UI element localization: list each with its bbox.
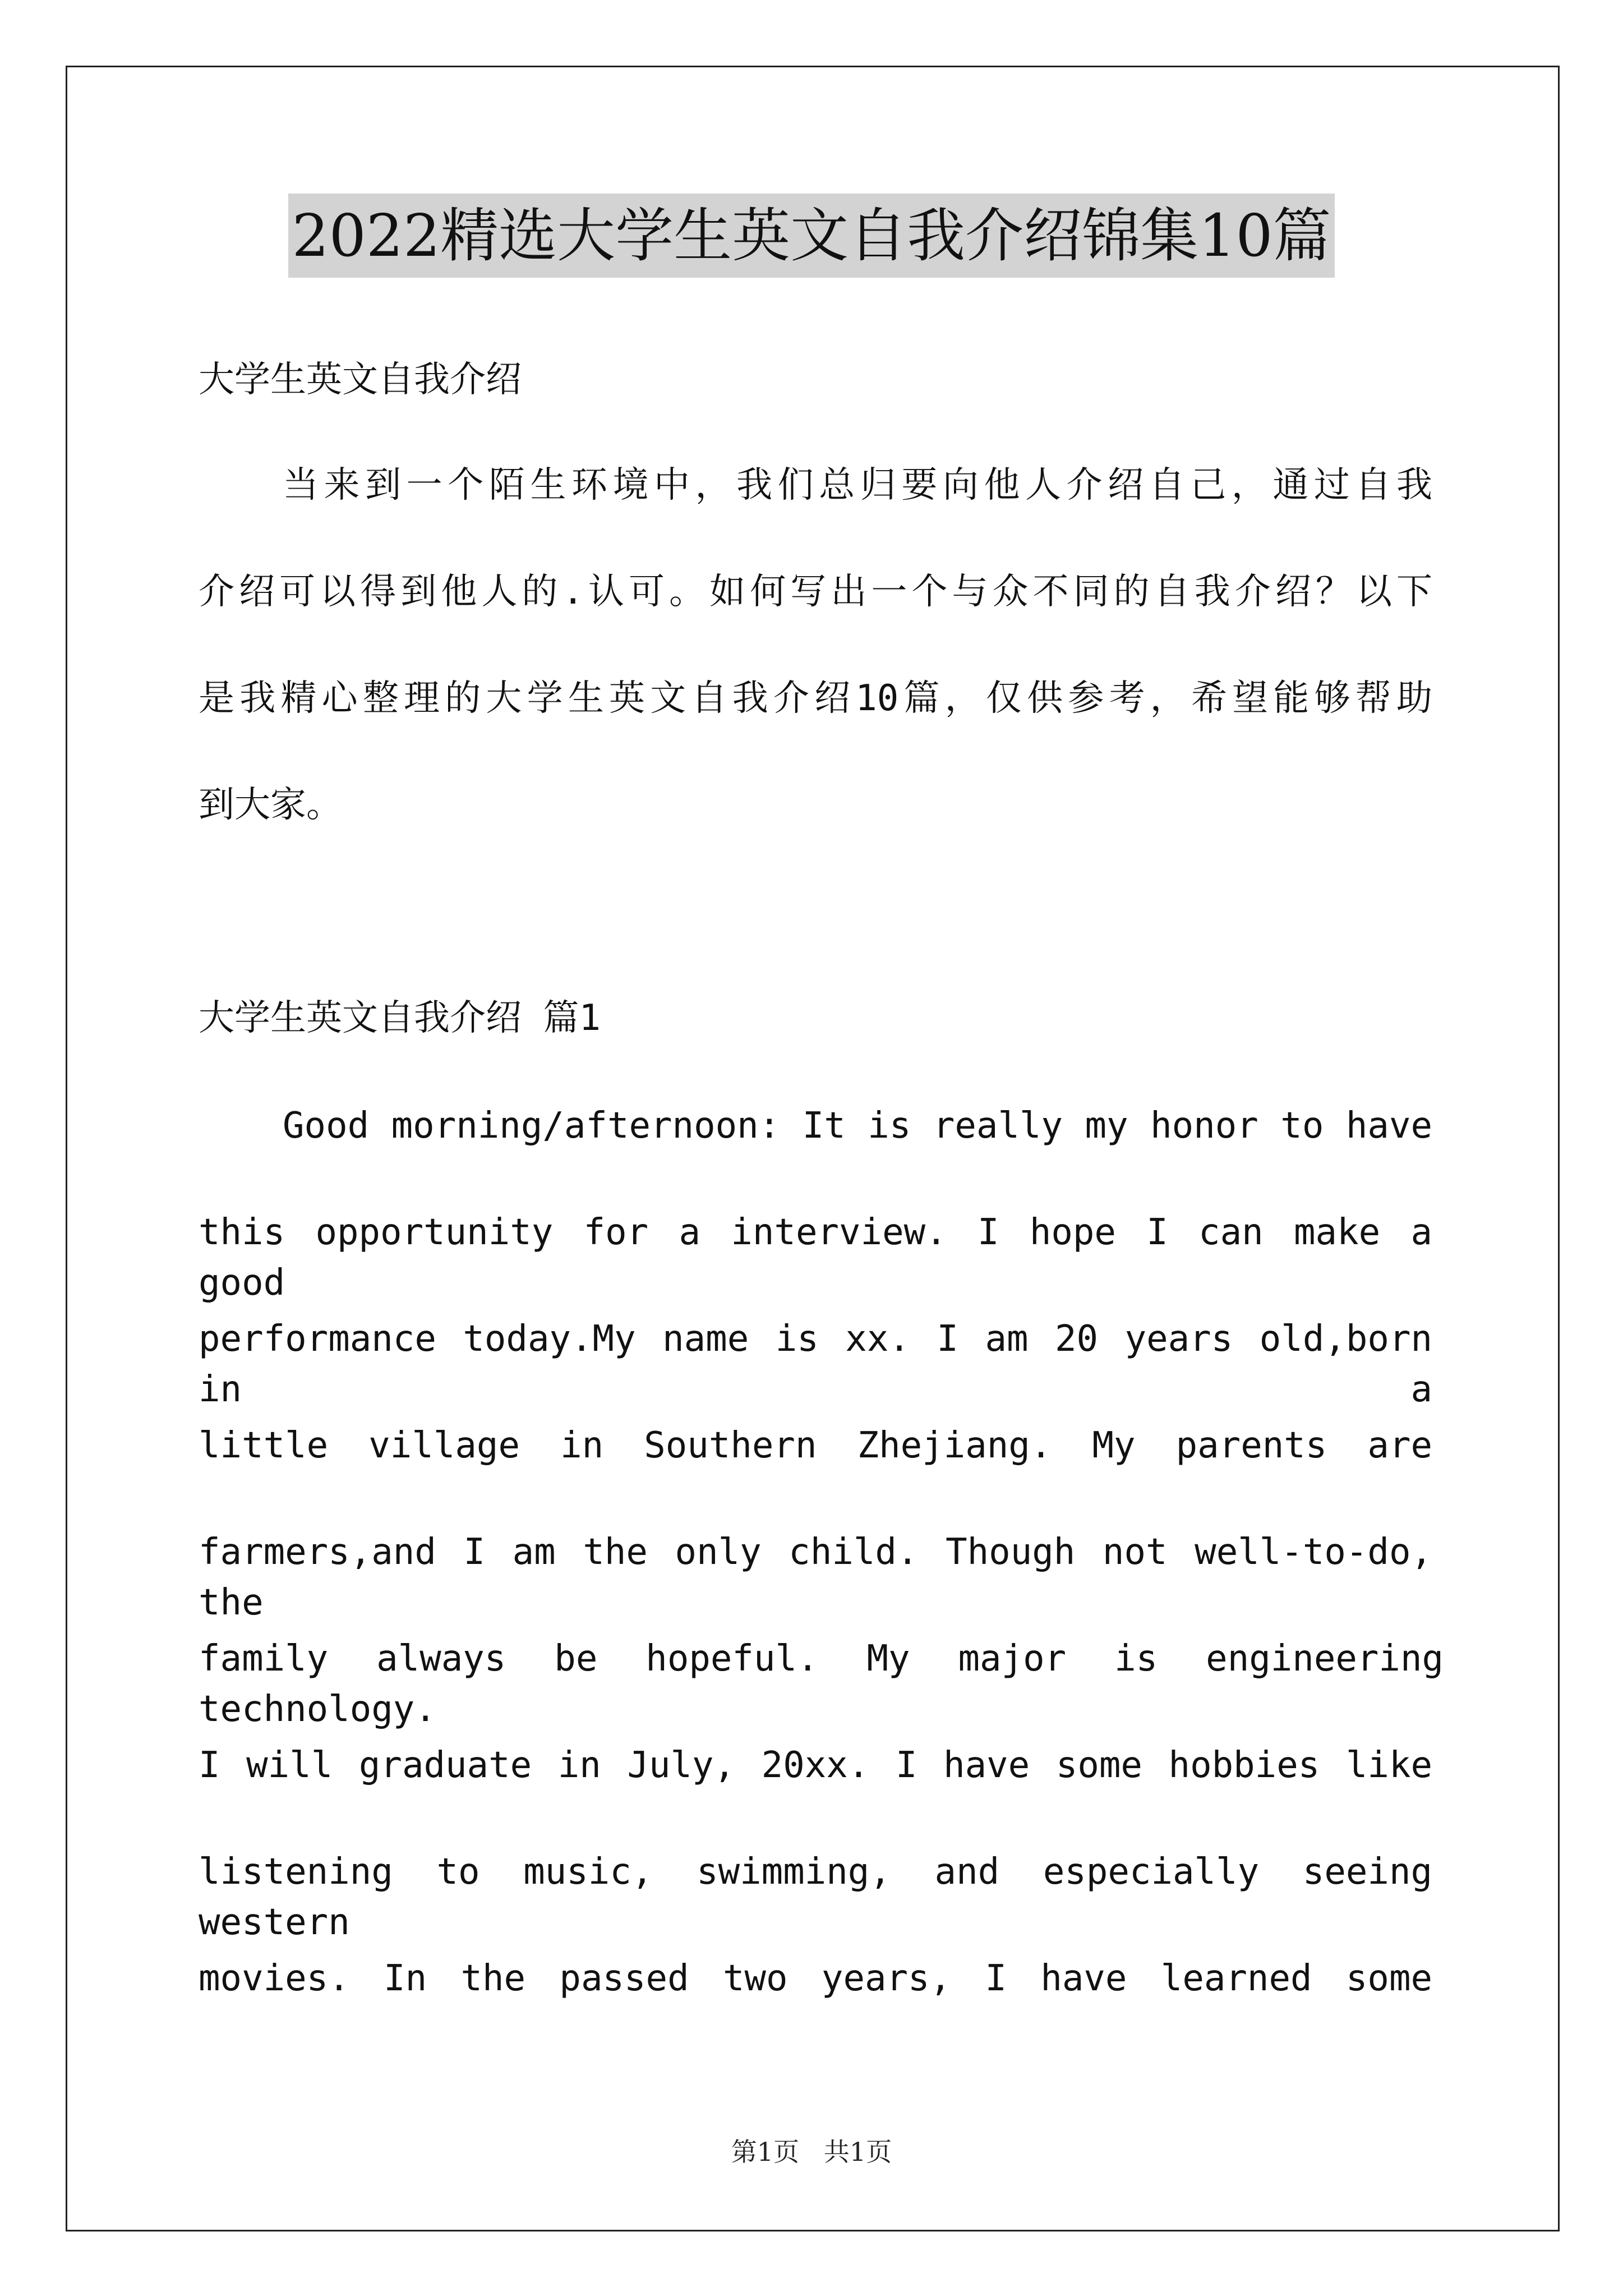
page-footer: 第1页 共1页 (731, 2137, 892, 2167)
article-line: family always be hopeful. My major is engineering technology. (199, 1638, 1444, 1730)
intro-line: 介绍可以得到他人的.认可。如何写出一个与众不同的自我介绍？以下 (199, 571, 1432, 613)
section-heading: 大学生英文自我介绍 (199, 359, 522, 401)
title-container (0, 194, 1623, 278)
article-line: movies. In the passed two years, I have learned some (199, 1958, 1432, 1999)
article-line: this opportunity for a interview. I hope I can make a good (199, 1212, 1432, 1304)
article-line: Good morning/afternoon: It is really my honor to have (283, 1105, 1432, 1147)
article-line: performance today.My name is xx. I am 20 years old,born in a (199, 1318, 1432, 1410)
intro-line: 当来到一个陌生环境中，我们总归要向他人介绍自己，通过自我 (283, 464, 1432, 506)
document-title: 2022精选大学生英文自我介绍锦集10篇 (288, 194, 1334, 278)
article-line: little village in Southern Zhejiang. My parents are (199, 1425, 1432, 1466)
article-line: I will graduate in July, 20xx. I have some hobbies like (199, 1745, 1432, 1786)
article-heading: 大学生英文自我介绍 篇1 (199, 997, 601, 1039)
intro-line: 是我精心整理的大学生英文自我介绍10篇，仅供参考，希望能够帮助 (199, 678, 1432, 719)
intro-line: 到大家。 (199, 784, 342, 826)
article-line: farmers,and I am the only child. Though not well-to-do, the (199, 1531, 1432, 1623)
article-line: listening to music, swimming, and especially seeing western (199, 1851, 1432, 1943)
